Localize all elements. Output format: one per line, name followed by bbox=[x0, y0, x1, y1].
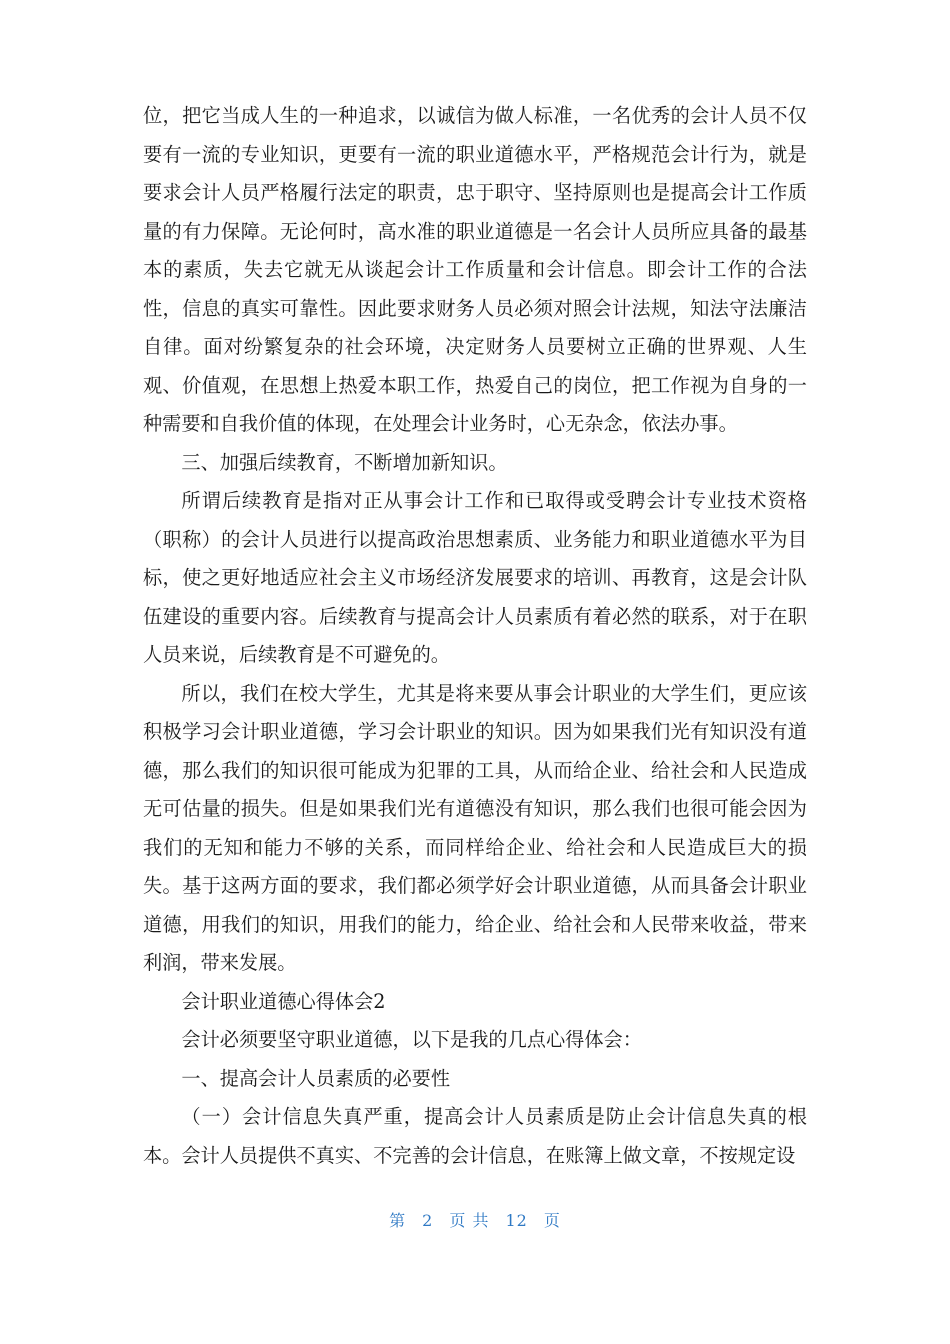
footer-total-pages: 12 bbox=[505, 1211, 528, 1230]
article-title-2: 会计职业道德心得体会2 bbox=[181, 989, 386, 1013]
page-number-footer bbox=[0, 1208, 950, 1231]
paragraph-subsection-1: （一）会计信息失真严重，提高会计人员素质是防止会计信息失真的根本。会计人员提供不真实、不完善的会计信息，在账簿上做文章，不按规定设 bbox=[143, 1105, 807, 1167]
footer-prefix: 第 bbox=[389, 1211, 407, 1230]
section-heading-necessity: 一、提高会计人员素质的必要性 bbox=[181, 1066, 451, 1090]
paragraph-continuing-education: 所谓后续教育是指对正从事会计工作和已取得或受聘会计专业技术资格（职称）的会计人员进行以提高政治思想素质、业务能力和职业道德水平为目标，使之更好地适应社会主义市场经济发展要求的培训、再教育，这是会计队伍建设的重要内容。后续教育与提高会计人员素质有着必然的联系，对于在职人员来说，后续教育是不可避免的。 bbox=[143, 489, 807, 666]
footer-suffix: 页 bbox=[543, 1211, 561, 1230]
section-heading-continuing-education: 三、加强后续教育，不断增加新知识。 bbox=[181, 450, 508, 474]
footer-current-page: 2 bbox=[422, 1211, 434, 1230]
footer-middle: 页 共 bbox=[449, 1211, 490, 1230]
paragraph-students: 所以，我们在校大学生，尤其是将来要从事会计职业的大学生们，更应该积极学习会计职业道德，学习会计职业的知识。因为如果我们光有知识没有道德，那么我们的知识很可能成为犯罪的工具，从而给企业、给社会和人民造成无可估量的损失。但是如果我们光有道德没有知识，那么我们也很可能会因为我们的无知和能力不够的关系，而同样给企业、给社会和人民造成巨大的损失。基于这两方面的要求，我们都必须学好会计职业道德，从而具备会计职业道德，用我们的知识，用我们的能力，给企业、给社会和人民带来收益，带来利润，带来发展。 bbox=[143, 681, 807, 974]
paragraph-intro: 会计必须要坚守职业道德，以下是我的几点心得体会： bbox=[181, 1028, 642, 1051]
paragraph-continuation: 位，把它当成人生的一种追求，以诚信为做人标准，一名优秀的会计人员不仅要有一流的专业知识，更要有一流的职业道德水平，严格规范会计行为，就是要求会计人员严格履行法定的职责，忠于职守、坚持原则也是提高会计工作质量的有力保障。无论何时，高水准的职业道德是一名会计人员所应具备的最基本的素质，失去它就无从谈起会计工作质量和会计信息。即会计工作的合法性，信息的真实可靠性。因此要求财务人员必须对照会计法规，知法守法廉洁自律。面对纷繁复杂的社会环境，决定财务人员要树立正确的世界观、人生观、价值观，在思想上热爱本职工作，热爱自己的岗位，把工作视为自身的一种需要和自我价值的体现，在处理会计业务时，心无杂念，依法办事。 bbox=[143, 104, 807, 435]
document-body bbox=[143, 97, 807, 1175]
